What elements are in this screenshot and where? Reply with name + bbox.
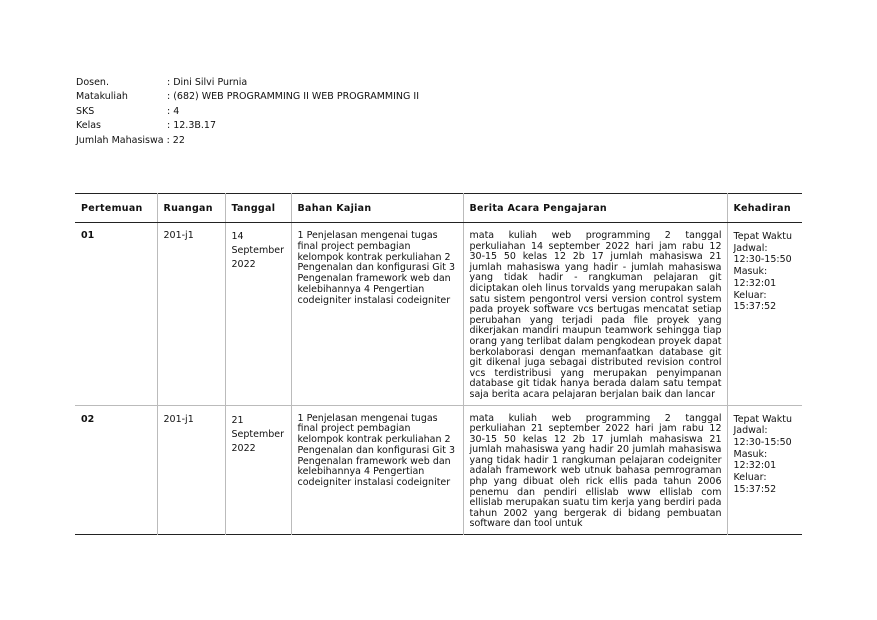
- table-header: [75, 194, 802, 223]
- info-row-kelas: [76, 119, 419, 134]
- kelas-value: : 12.3B.17: [167, 120, 216, 132]
- hadir-jadwal-value: 12:30-15:50: [733, 254, 792, 266]
- table-row: [75, 405, 802, 535]
- hadir-jadwal-value: 12:30-15:50: [733, 436, 792, 448]
- attendance-table: [75, 193, 802, 535]
- cell-tanggal: [225, 405, 291, 535]
- hadir-status: Tepat Waktu: [733, 231, 792, 242]
- cell-pertemuan: 02: [81, 413, 95, 425]
- cell-berita-acara: mata kuliah web programming 2 tanggal perkuliahan 21 september 2022 hari jam rabu 12 30-15 50 kelas 12 2b 17 jumlah mahasiswa 21 jumlah mahasiswa yang hadir 20 jumlah mahasiswa yang tidak hadir 1 rangkuman pelajaran codeigniter adalah framework web utnuk bahasa pemrograman php yang dibuat oleh rick ellis pada tahun 2006 penemu dan pendiri ellislab www ellislab com ellislab merupakan suatu tim kerja yang berdiri pada tahun 2002 yang bergerak di bidang pembuatan software dan tool untuk: [463, 405, 727, 535]
- tanggal-day: 14: [231, 231, 244, 242]
- cell-tanggal: [225, 223, 291, 406]
- cell-ruangan: 201-j1: [157, 223, 225, 406]
- info-row-dosen: [76, 75, 419, 90]
- cell-bahan-kajian: 1 Penjelasan mengenai tugas final project pembagian kelompok kontrak perkuliahan 2 Pengenalan dan konfigurasi Git 3 Pengenalan framework web dan kelebihannya 4 Pengertian codeigniter instalasi codeigniter: [291, 405, 463, 535]
- hadir-masuk-value: 12:32:01: [733, 460, 777, 472]
- course-info: [76, 75, 419, 148]
- jumlah-value: : 22: [166, 134, 185, 146]
- dosen-value: : Dini Silvi Purnia: [167, 76, 248, 88]
- header-berita-acara: Berita Acara Pengajaran: [463, 194, 727, 223]
- jumlah-label: Jumlah Mahasiswa: [76, 134, 164, 146]
- header-bahan-kajian: Bahan Kajian: [291, 194, 463, 223]
- cell-bahan-kajian: 1 Penjelasan mengenai tugas final project pembagian kelompok kontrak perkuliahan 2 Pengenalan dan konfigurasi Git 3 Pengenalan framework web dan kelebihannya 4 Pengertian codeigniter instalasi codeigniter: [291, 223, 463, 406]
- info-row-jumlah: [76, 133, 419, 148]
- dosen-label: Dosen.: [76, 76, 109, 88]
- header-kehadiran: Kehadiran: [727, 194, 802, 223]
- cell-berita-acara: mata kuliah web programming 2 tanggal perkuliahan 14 september 2022 hari jam rabu 12 30-15 50 kelas 12 2b 17 jumlah mahasiswa 21 jumlah mahasiswa yang hadir - jumlah mahasiswa yang tidak hadir - rangkuman pelajaran git diciptakan oleh linus torvalds yang merupakan salah satu sistem pengontrol versi version control system pada proyek software vcs bertugas mencatat setiap perubahan yang terjadi pada file proyek yang dikerjakan mandiri maupun teamwork sehingga tiap orang yang terlibat dalam pengkodean proyek dapat berkolaborasi dengan memanfaatkan database git git dikenal juga sebagai distributed revision control vcs terdistribusi yang merupakan penyimpanan database git tidak hanya berada dalam satu tempat saja berita acara pelajaran berjalan baik dan lancar: [463, 223, 727, 406]
- hadir-masuk-label: Masuk:: [733, 266, 768, 278]
- hadir-status: Tepat Waktu: [733, 413, 792, 425]
- matakuliah-value: : (682) WEB PROGRAMMING II WEB PROGRAMMING II: [167, 91, 420, 103]
- hadir-keluar-label: Keluar:: [733, 289, 767, 301]
- hadir-jadwal-label: Jadwal:: [733, 425, 768, 437]
- tanggal-month: September: [231, 428, 285, 440]
- info-row-sks: [76, 104, 419, 119]
- sks-label: SKS: [76, 105, 95, 117]
- cell-kehadiran: [727, 405, 802, 535]
- tanggal-day: 21: [231, 414, 244, 426]
- hadir-jadwal-label: Jadwal:: [733, 242, 768, 254]
- header-pertemuan: Pertemuan: [75, 194, 157, 223]
- cell-pertemuan: 01: [75, 223, 157, 406]
- table-row: [75, 223, 802, 406]
- header-tanggal: Tanggal: [225, 194, 291, 223]
- hadir-masuk-label: Masuk:: [733, 448, 768, 460]
- tanggal-month: September: [231, 245, 285, 256]
- sks-value: : 4: [167, 105, 180, 117]
- hadir-keluar-label: Keluar:: [733, 472, 767, 484]
- tanggal-year: 2022: [231, 259, 256, 270]
- cell-kehadiran: [727, 223, 802, 406]
- matakuliah-label: Matakuliah: [76, 91, 128, 103]
- info-row-matakuliah: [76, 90, 419, 105]
- cell-ruangan: 201-j1: [157, 405, 225, 535]
- hadir-keluar-value: 15:37:52: [733, 301, 777, 313]
- hadir-masuk-value: 12:32:01: [733, 277, 777, 289]
- tanggal-year: 2022: [231, 442, 256, 454]
- header-ruangan: Ruangan: [157, 194, 225, 223]
- hadir-keluar-value: 15:37:52: [733, 483, 777, 495]
- kelas-label: Kelas: [76, 120, 102, 132]
